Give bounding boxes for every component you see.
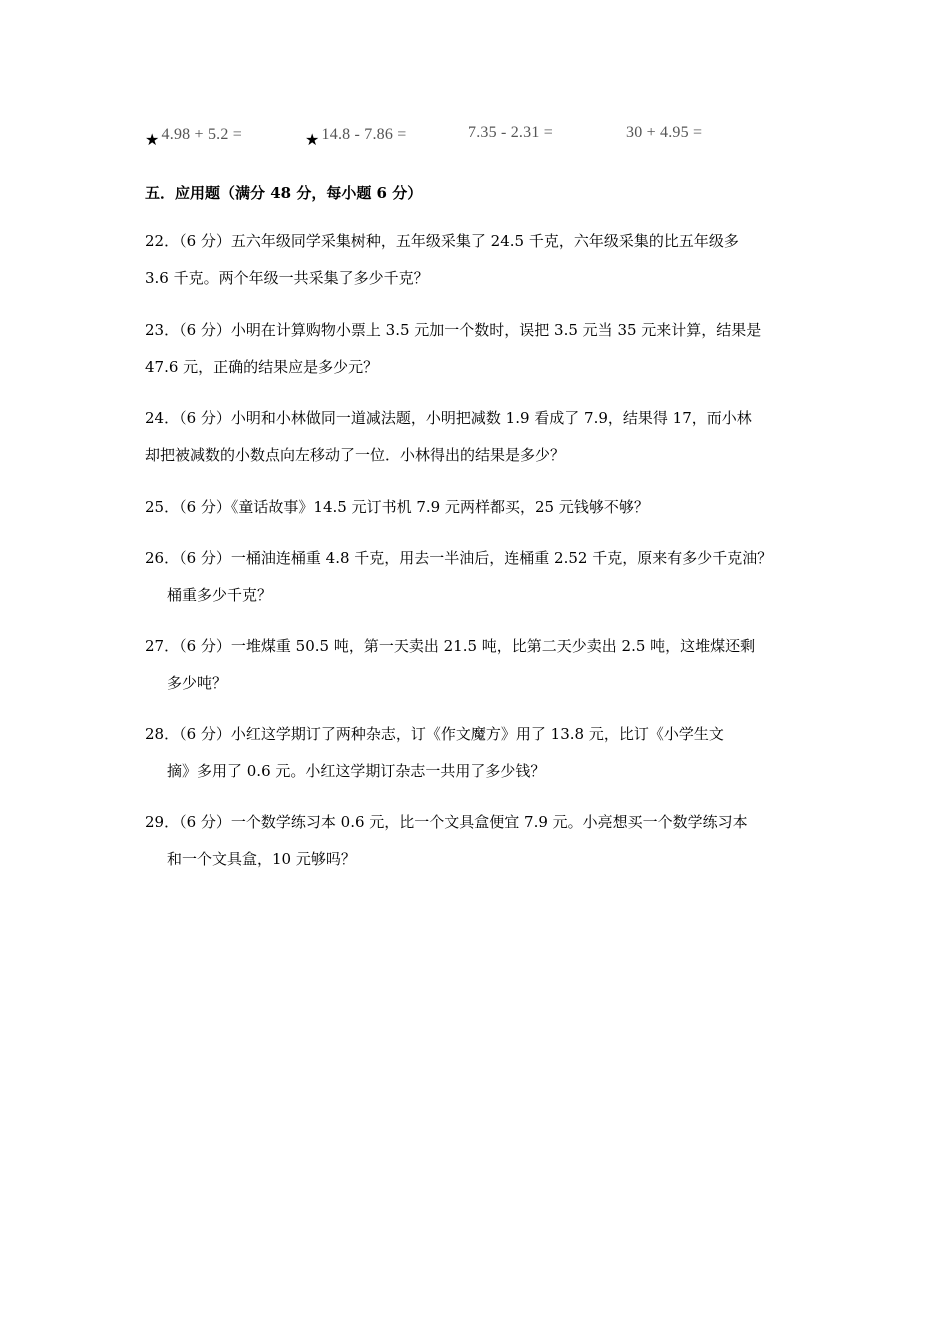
calculation-item xyxy=(145,124,242,149)
star-icon: ★ xyxy=(145,130,160,149)
calculation-item xyxy=(468,124,553,142)
question-line: 23．（6 分）小明在计算购物小票上 3.5 元加一个数时，误把 3.5 元当 35 元来计算，结果是 xyxy=(145,321,762,339)
question-line: 却把被减数的小数点向左移动了一位．小林得出的结果是多少？ xyxy=(145,446,566,464)
question-line: 多少吨？ xyxy=(167,674,228,692)
question-24 xyxy=(145,400,817,474)
calculation-expression: 30 + 4.95 = xyxy=(626,124,703,141)
calculation-item xyxy=(626,124,702,142)
question-29 xyxy=(145,804,817,878)
question-line: 47.6 元，正确的结果应是多少元？ xyxy=(145,358,379,376)
question-27 xyxy=(145,628,817,702)
question-line: 29．（6 分）一个数学练习本 0.6 元，比一个文具盒便宜 7.9 元。小亮想买一个数学练习本 xyxy=(145,813,748,831)
star-icon: ★ xyxy=(305,130,320,149)
question-23 xyxy=(145,312,817,386)
question-line: 27．（6 分）一堆煤重 50.5 吨，第一天卖出 21.5 吨，比第二天少卖出 2.5 吨，这堆煤还剩 xyxy=(145,637,756,655)
question-26 xyxy=(145,540,817,614)
calculation-row xyxy=(0,124,950,154)
question-line: 3.6 千克。两个年级一共采集了多少千克？ xyxy=(145,269,429,287)
question-22 xyxy=(145,223,817,297)
question-line: 桶重多少千克？ xyxy=(167,586,273,604)
question-line: 26．（6 分）一桶油连桶重 4.8 千克，用去一半油后，连桶重 2.52 千克，原来有多少千克油？ xyxy=(145,549,773,567)
question-line: 25．（6 分）《童话故事》14.5 元订书机 7.9 元两样都买，25 元钱够不够？ xyxy=(145,498,649,516)
calculation-expression: 7.35 - 2.31 = xyxy=(468,124,553,141)
calculation-item xyxy=(305,124,407,149)
question-28 xyxy=(145,716,817,790)
question-line: 24．（6 分）小明和小林做同一道减法题，小明把减数 1.9 看成了 7.9，结果得 17，而小林 xyxy=(145,409,752,427)
calculation-expression: 14.8 - 7.86 = xyxy=(321,126,407,143)
question-line: 28．（6 分）小红这学期订了两种杂志，订《作文魔方》用了 13.8 元，比订《小学生文 xyxy=(145,725,724,743)
question-line: 和一个文具盒，10 元够吗？ xyxy=(167,850,356,868)
section-title: 五．应用题（满分 48 分，每小题 6 分） xyxy=(145,184,423,202)
question-line: 22．（6 分）五六年级同学采集树种，五年级采集了 24.5 千克，六年级采集的比五年级多 xyxy=(145,232,739,250)
question-line: 摘》多用了 0.6 元。小红这学期订杂志一共用了多少钱？ xyxy=(167,762,546,780)
question-25 xyxy=(145,489,817,526)
calculation-expression: 4.98 + 5.2 = xyxy=(161,126,242,143)
